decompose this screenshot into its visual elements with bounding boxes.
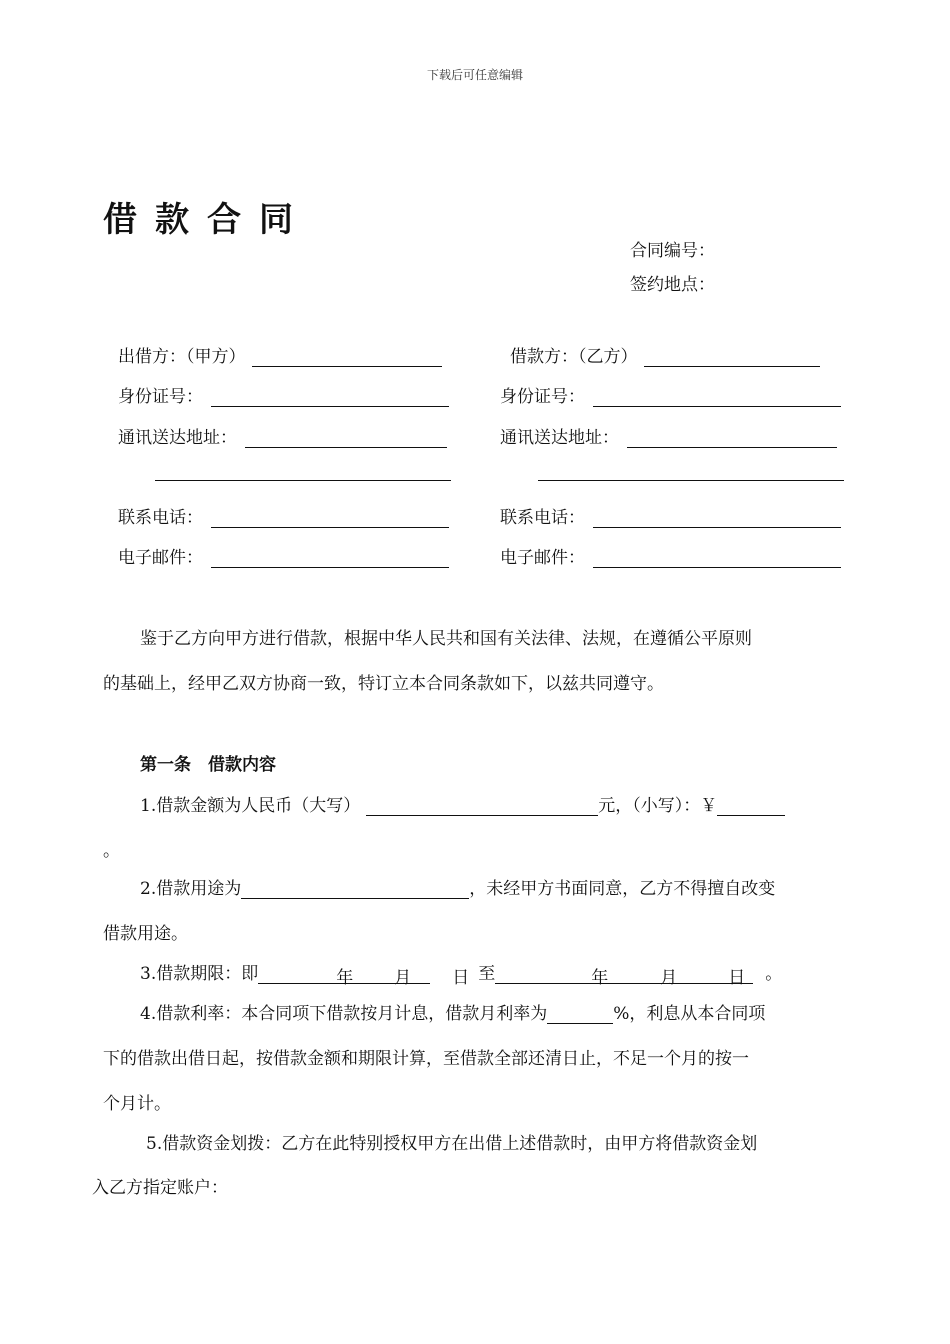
lender-id-blank[interactable] bbox=[211, 388, 449, 407]
contract-number-label: 合同编号： bbox=[630, 241, 715, 261]
clause-1-amount bbox=[140, 791, 785, 816]
loan-purpose-blank[interactable] bbox=[241, 880, 469, 899]
lender-id-label: 身份证号： bbox=[118, 387, 203, 407]
clause-3-text-a: 3.借款期限：即 bbox=[140, 964, 259, 984]
borrower-address-blank[interactable] bbox=[627, 429, 837, 448]
clause-3-to: 至 bbox=[478, 964, 496, 984]
lender-party-blank[interactable] bbox=[252, 348, 442, 367]
lender-party-label: 出借方：（甲方） bbox=[118, 347, 246, 367]
clause-5-line-2: 入乙方指定账户： bbox=[92, 1178, 228, 1198]
lender-phone-label: 联系电话： bbox=[118, 508, 203, 528]
borrower-party-label: 借款方：（乙方） bbox=[510, 347, 638, 367]
borrower-id-label: 身份证号： bbox=[500, 387, 585, 407]
lender-email-field[interactable] bbox=[118, 543, 449, 568]
lender-phone-blank[interactable] bbox=[211, 509, 449, 528]
end-day-label: 日 bbox=[728, 968, 746, 988]
amount-words-blank[interactable] bbox=[366, 797, 598, 816]
start-year-label: 年 bbox=[336, 968, 354, 988]
lender-address-blank-2[interactable] bbox=[155, 462, 451, 481]
borrower-id-field[interactable] bbox=[500, 382, 841, 407]
document-title: 借款合同 bbox=[103, 200, 311, 240]
clause-1-text-a: 1.借款金额为人民币（大写） bbox=[140, 796, 361, 816]
intro-line-2: 的基础上，经甲乙双方协商一致，特订立本合同条款如下，以兹共同遵守。 bbox=[103, 674, 664, 694]
lender-phone-field[interactable] bbox=[118, 503, 449, 528]
borrower-id-blank[interactable] bbox=[593, 388, 841, 407]
amount-figures-blank[interactable] bbox=[717, 797, 785, 816]
monthly-rate-blank[interactable] bbox=[547, 1005, 613, 1024]
borrower-party-blank[interactable] bbox=[644, 348, 820, 367]
borrower-address-blank-2[interactable] bbox=[538, 462, 844, 481]
borrower-phone-label: 联系电话： bbox=[500, 508, 585, 528]
lender-address-label: 通讯送达地址： bbox=[118, 428, 237, 448]
clause-1-text-b: 元，（小写）：￥ bbox=[598, 796, 718, 816]
intro-line-1: 鉴于乙方向甲方进行借款，根据中华人民共和国有关法律、法规，在遵循公平原则 bbox=[140, 629, 752, 649]
clause-1-end: 。 bbox=[103, 841, 120, 861]
borrower-email-blank[interactable] bbox=[593, 549, 841, 568]
clause-3-term bbox=[140, 959, 783, 988]
clause-2-purpose bbox=[140, 874, 775, 899]
clause-4-rate bbox=[140, 999, 765, 1024]
lender-address-field[interactable] bbox=[118, 423, 447, 448]
header-note: 下载后可任意编辑 bbox=[426, 68, 523, 82]
start-date-blank[interactable] bbox=[258, 963, 470, 988]
borrower-address-label: 通讯送达地址： bbox=[500, 428, 619, 448]
lender-email-blank[interactable] bbox=[211, 549, 449, 568]
lender-id-field[interactable] bbox=[118, 382, 449, 407]
clause-4-line-2: 下的借款出借日起，按借款金额和期限计算，至借款全部还清日止，不足一个月的按一 bbox=[103, 1049, 749, 1069]
borrower-email-label: 电子邮件： bbox=[500, 548, 585, 568]
borrower-phone-field[interactable] bbox=[500, 503, 841, 528]
end-date-blank[interactable] bbox=[495, 963, 753, 988]
signing-place-label: 签约地点： bbox=[630, 275, 715, 295]
clause-2-text-b: ，未经甲方书面同意，乙方不得擅自改变 bbox=[469, 879, 776, 899]
clause-4-line-3: 个月计。 bbox=[103, 1094, 171, 1114]
borrower-address-field[interactable] bbox=[500, 423, 837, 448]
article-1-heading: 第一条 借款内容 bbox=[140, 755, 276, 775]
start-day-label: 日 bbox=[452, 968, 470, 988]
clause-5-line-1: 5.借款资金划拨：乙方在此特别授权甲方在出借上述借款时，由甲方将借款资金划 bbox=[146, 1134, 758, 1154]
clause-4-text-a: 4.借款利率：本合同项下借款按月计息，借款月利率为 bbox=[140, 1004, 548, 1024]
borrower-phone-blank[interactable] bbox=[593, 509, 841, 528]
clause-2-text-a: 2.借款用途为 bbox=[140, 879, 242, 899]
borrower-email-field[interactable] bbox=[500, 543, 841, 568]
clause-2-line-2: 借款用途。 bbox=[103, 924, 188, 944]
end-year-label: 年 bbox=[591, 968, 609, 988]
lender-party-field[interactable] bbox=[118, 342, 442, 367]
start-month-label: 月 bbox=[394, 968, 412, 988]
lender-address-blank[interactable] bbox=[245, 429, 447, 448]
borrower-party-field[interactable] bbox=[510, 342, 820, 367]
end-month-label: 月 bbox=[660, 968, 678, 988]
clause-3-end: 。 bbox=[765, 964, 783, 984]
lender-email-label: 电子邮件： bbox=[118, 548, 203, 568]
clause-4-text-b: %，利息从本合同项 bbox=[613, 1004, 766, 1024]
